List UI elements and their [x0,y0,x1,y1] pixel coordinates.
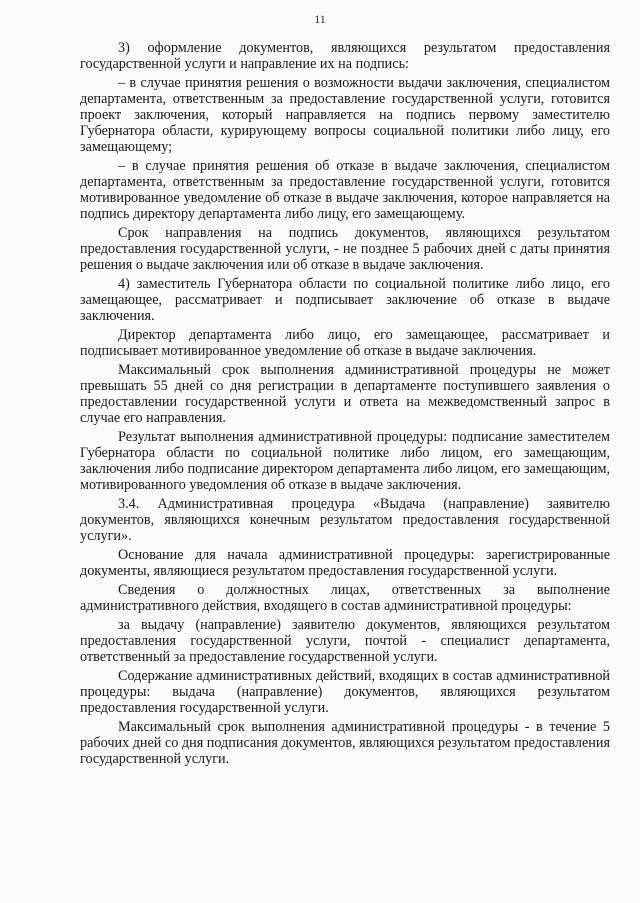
paragraph: 4) заместитель Губернатора области по социальной политике либо лицо, его замещающее, рассматривает и подписывает заключение об отказе в выдаче заключения. [80,276,610,324]
paragraph: Результат выполнения административной процедуры: подписание заместителем Губернатора области по социальной политике либо лицом, его замещающим, заключения либо подписание директором департамента либо лицом, его замещающим, мотивированного уведомления об отказе в выдаче заключения. [80,429,610,493]
document-body [80,40,610,770]
paragraph: Содержание административных действий, входящих в состав административной процедуры: выдача (направление) документов, являющихся результатом предоставления государственной услуги. [80,668,610,716]
paragraph: Сведения о должностных лицах, ответственных за выполнение административного действия, входящего в состав административной процедуры: [80,582,610,614]
paragraph: – в случае принятия решения об отказе в выдаче заключения, специалистом департамента, ответственным за предоставление государственной услуги, готовится мотивированное уведомление об отказе в выдаче заключения, которое направляется на подпись директору департамента либо лицу, его замещающему. [80,158,610,222]
paragraph: Директор департамента либо лицо, его замещающее, рассматривает и подписывает мотивированное уведомление об отказе в выдаче заключения. [80,327,610,359]
section-heading-paragraph: 3.4. Административная процедура «Выдача (направление) заявителю документов, являющихся конечным результатом предоставления государственной услуги». [80,496,610,544]
paragraph: Основание для начала административной процедуры: зарегистрированные документы, являющиеся результатом предоставления государственной услуги. [80,547,610,579]
paragraph: Максимальный срок выполнения административной процедуры - в течение 5 рабочих дней со дня подписания документов, являющихся результатом предоставления государственной услуги. [80,719,611,767]
paragraph: за выдачу (направление) заявителю документов, являющихся результатом предоставления государственной услуги, почтой - специалист департамента, ответственный за предоставление государственной услуги. [80,617,610,665]
paragraph: Срок направления на подпись документов, являющихся результатом предоставления государственной услуги, - не позднее 5 рабочих дней с даты принятия решения о выдаче заключения или об отказе в выдаче заключения. [80,225,610,273]
paragraph: Максимальный срок выполнения административной процедуры не может превышать 55 дней со дня регистрации в департаменте поступившего заявления о предоставлении государственной услуги и ответа на межведомственный запрос в случае его направления. [80,362,610,426]
page-number: 11 [314,12,326,26]
paragraph: – в случае принятия решения о возможности выдачи заключения, специалистом департамента, ответственным за предоставление государственной услуги, готовится проект заключения, который направляется на подпись первому заместителю Губернатора области, курирующему вопросы социальной политики либо лицу, его замещающему; [80,75,610,155]
paragraph: 3) оформление документов, являющихся результатом предоставления государственной услуги и направление их на подпись: [80,40,610,72]
